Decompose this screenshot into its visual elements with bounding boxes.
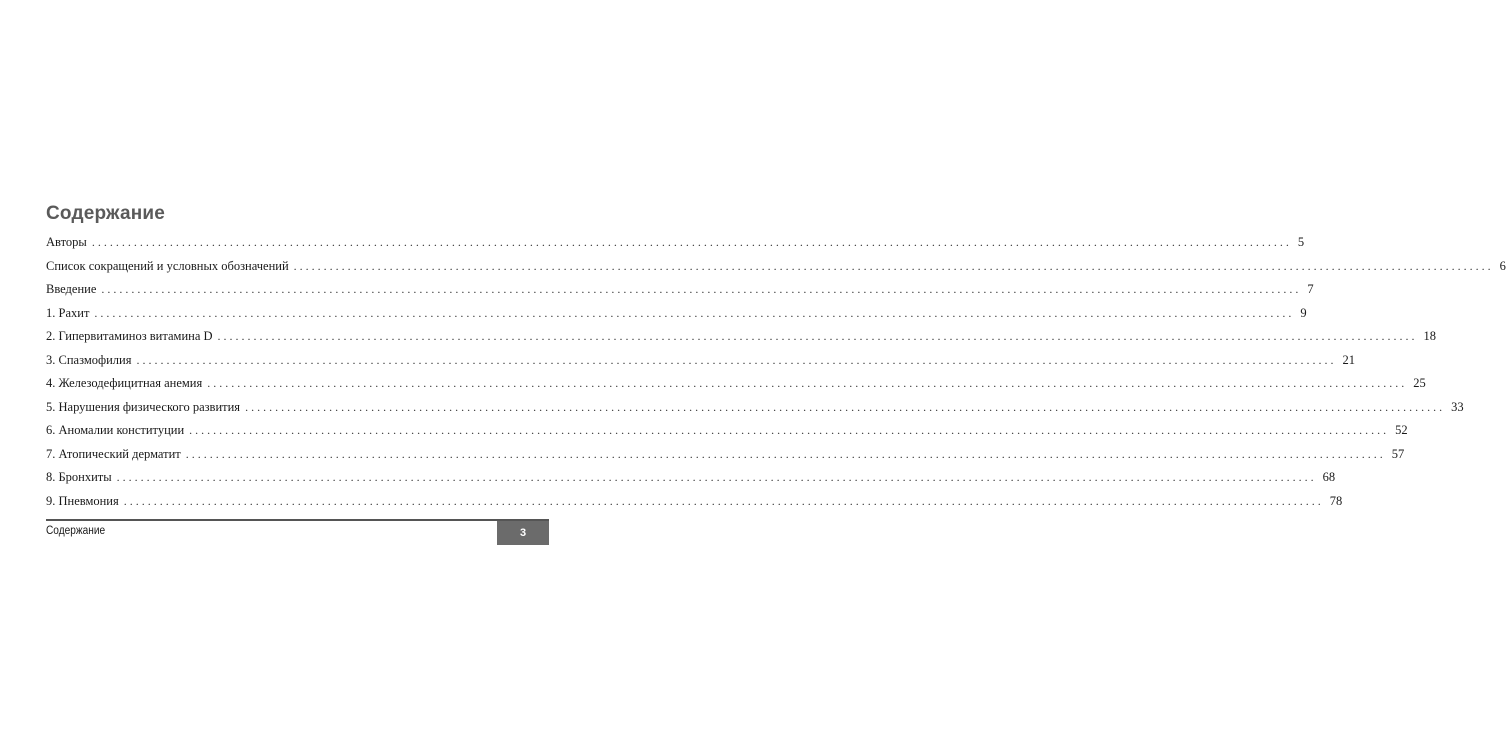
dot-leader: ........................................................................................................................................................................................................ bbox=[207, 376, 1408, 390]
dot-leader: ........................................................................................................................................................................................................ bbox=[189, 423, 1390, 437]
toc-entry-title: 7. Атопический дерматит bbox=[46, 446, 181, 461]
toc-entry-page: 7 bbox=[1307, 282, 1314, 296]
toc-entry-page: 9 bbox=[1300, 305, 1307, 320]
footer-divider bbox=[46, 519, 549, 521]
toc-entry-page: 57 bbox=[1391, 446, 1405, 461]
dot-leader: ........................................................................................................................................................................................................ bbox=[94, 305, 1295, 320]
toc-entry[interactable] bbox=[46, 304, 1307, 328]
toc-entry-page: 68 bbox=[1322, 470, 1336, 484]
dot-leader: ........................................................................................................................................................................................................ bbox=[116, 470, 1317, 484]
dot-leader: ........................................................................................................................................................................................................ bbox=[123, 493, 1324, 508]
toc-entry[interactable] bbox=[46, 280, 1314, 304]
toc-entry-title: 1. Рахит bbox=[46, 305, 90, 320]
toc-entry-title: 5. Нарушения физического развития bbox=[46, 399, 241, 414]
toc-entry[interactable] bbox=[46, 327, 1437, 351]
toc-entry[interactable] bbox=[46, 445, 1405, 469]
toc-entry-title: 8. Бронхиты bbox=[46, 470, 112, 484]
dot-leader: ........................................................................................................................................................................................................ bbox=[91, 235, 1292, 249]
toc-entry[interactable] bbox=[46, 421, 1408, 445]
toc-entry-title: 2. Гипервитаминоз витамина D bbox=[46, 329, 213, 343]
toc-entry[interactable] bbox=[46, 468, 1336, 492]
running-footer-section: Содержание bbox=[46, 525, 106, 537]
dot-leader: ........................................................................................................................................................................................................ bbox=[185, 446, 1386, 461]
toc-entry[interactable] bbox=[46, 233, 1305, 257]
toc-entry-page: 18 bbox=[1423, 329, 1437, 343]
dot-leader: ........................................................................................................................................................................................................ bbox=[293, 258, 1494, 273]
dot-leader: ........................................................................................................................................................................................................ bbox=[217, 329, 1418, 343]
page-number-badge: 3 bbox=[497, 521, 549, 545]
page-title: Содержание bbox=[46, 203, 166, 224]
toc-entry-page: 25 bbox=[1413, 376, 1426, 390]
toc-entry-page: 52 bbox=[1395, 423, 1408, 437]
toc-entry-title: 4. Железодефицитная анемия bbox=[46, 376, 203, 390]
dot-leader: ........................................................................................................................................................................................................ bbox=[101, 282, 1302, 296]
toc-entry-title: Список сокращений и условных обозначений bbox=[46, 258, 289, 273]
toc-entry-title: 6. Аномалии конституции bbox=[46, 423, 185, 437]
toc-entry-title: Введение bbox=[46, 282, 97, 296]
toc-entry-title: 9. Пневмония bbox=[46, 493, 119, 508]
toc-entry[interactable] bbox=[46, 351, 1355, 375]
dot-leader: ........................................................................................................................................................................................................ bbox=[245, 399, 1446, 414]
toc-entry-page: 5 bbox=[1297, 235, 1305, 249]
toc-entry-page: 6 bbox=[1499, 258, 1506, 273]
toc-entry-page: 21 bbox=[1342, 352, 1355, 367]
toc-entry[interactable] bbox=[46, 374, 1426, 398]
toc-entry-page: 33 bbox=[1451, 399, 1464, 414]
toc-entry-page: 78 bbox=[1329, 493, 1343, 508]
toc-entry-title: 3. Спазмофилия bbox=[46, 352, 132, 367]
table-of-contents bbox=[46, 233, 1506, 515]
toc-entry[interactable] bbox=[46, 257, 1506, 281]
toc-entry[interactable] bbox=[46, 398, 1464, 422]
toc-entry-title: Авторы bbox=[46, 235, 87, 249]
toc-entry[interactable] bbox=[46, 492, 1343, 516]
dot-leader: ........................................................................................................................................................................................................ bbox=[136, 352, 1337, 367]
